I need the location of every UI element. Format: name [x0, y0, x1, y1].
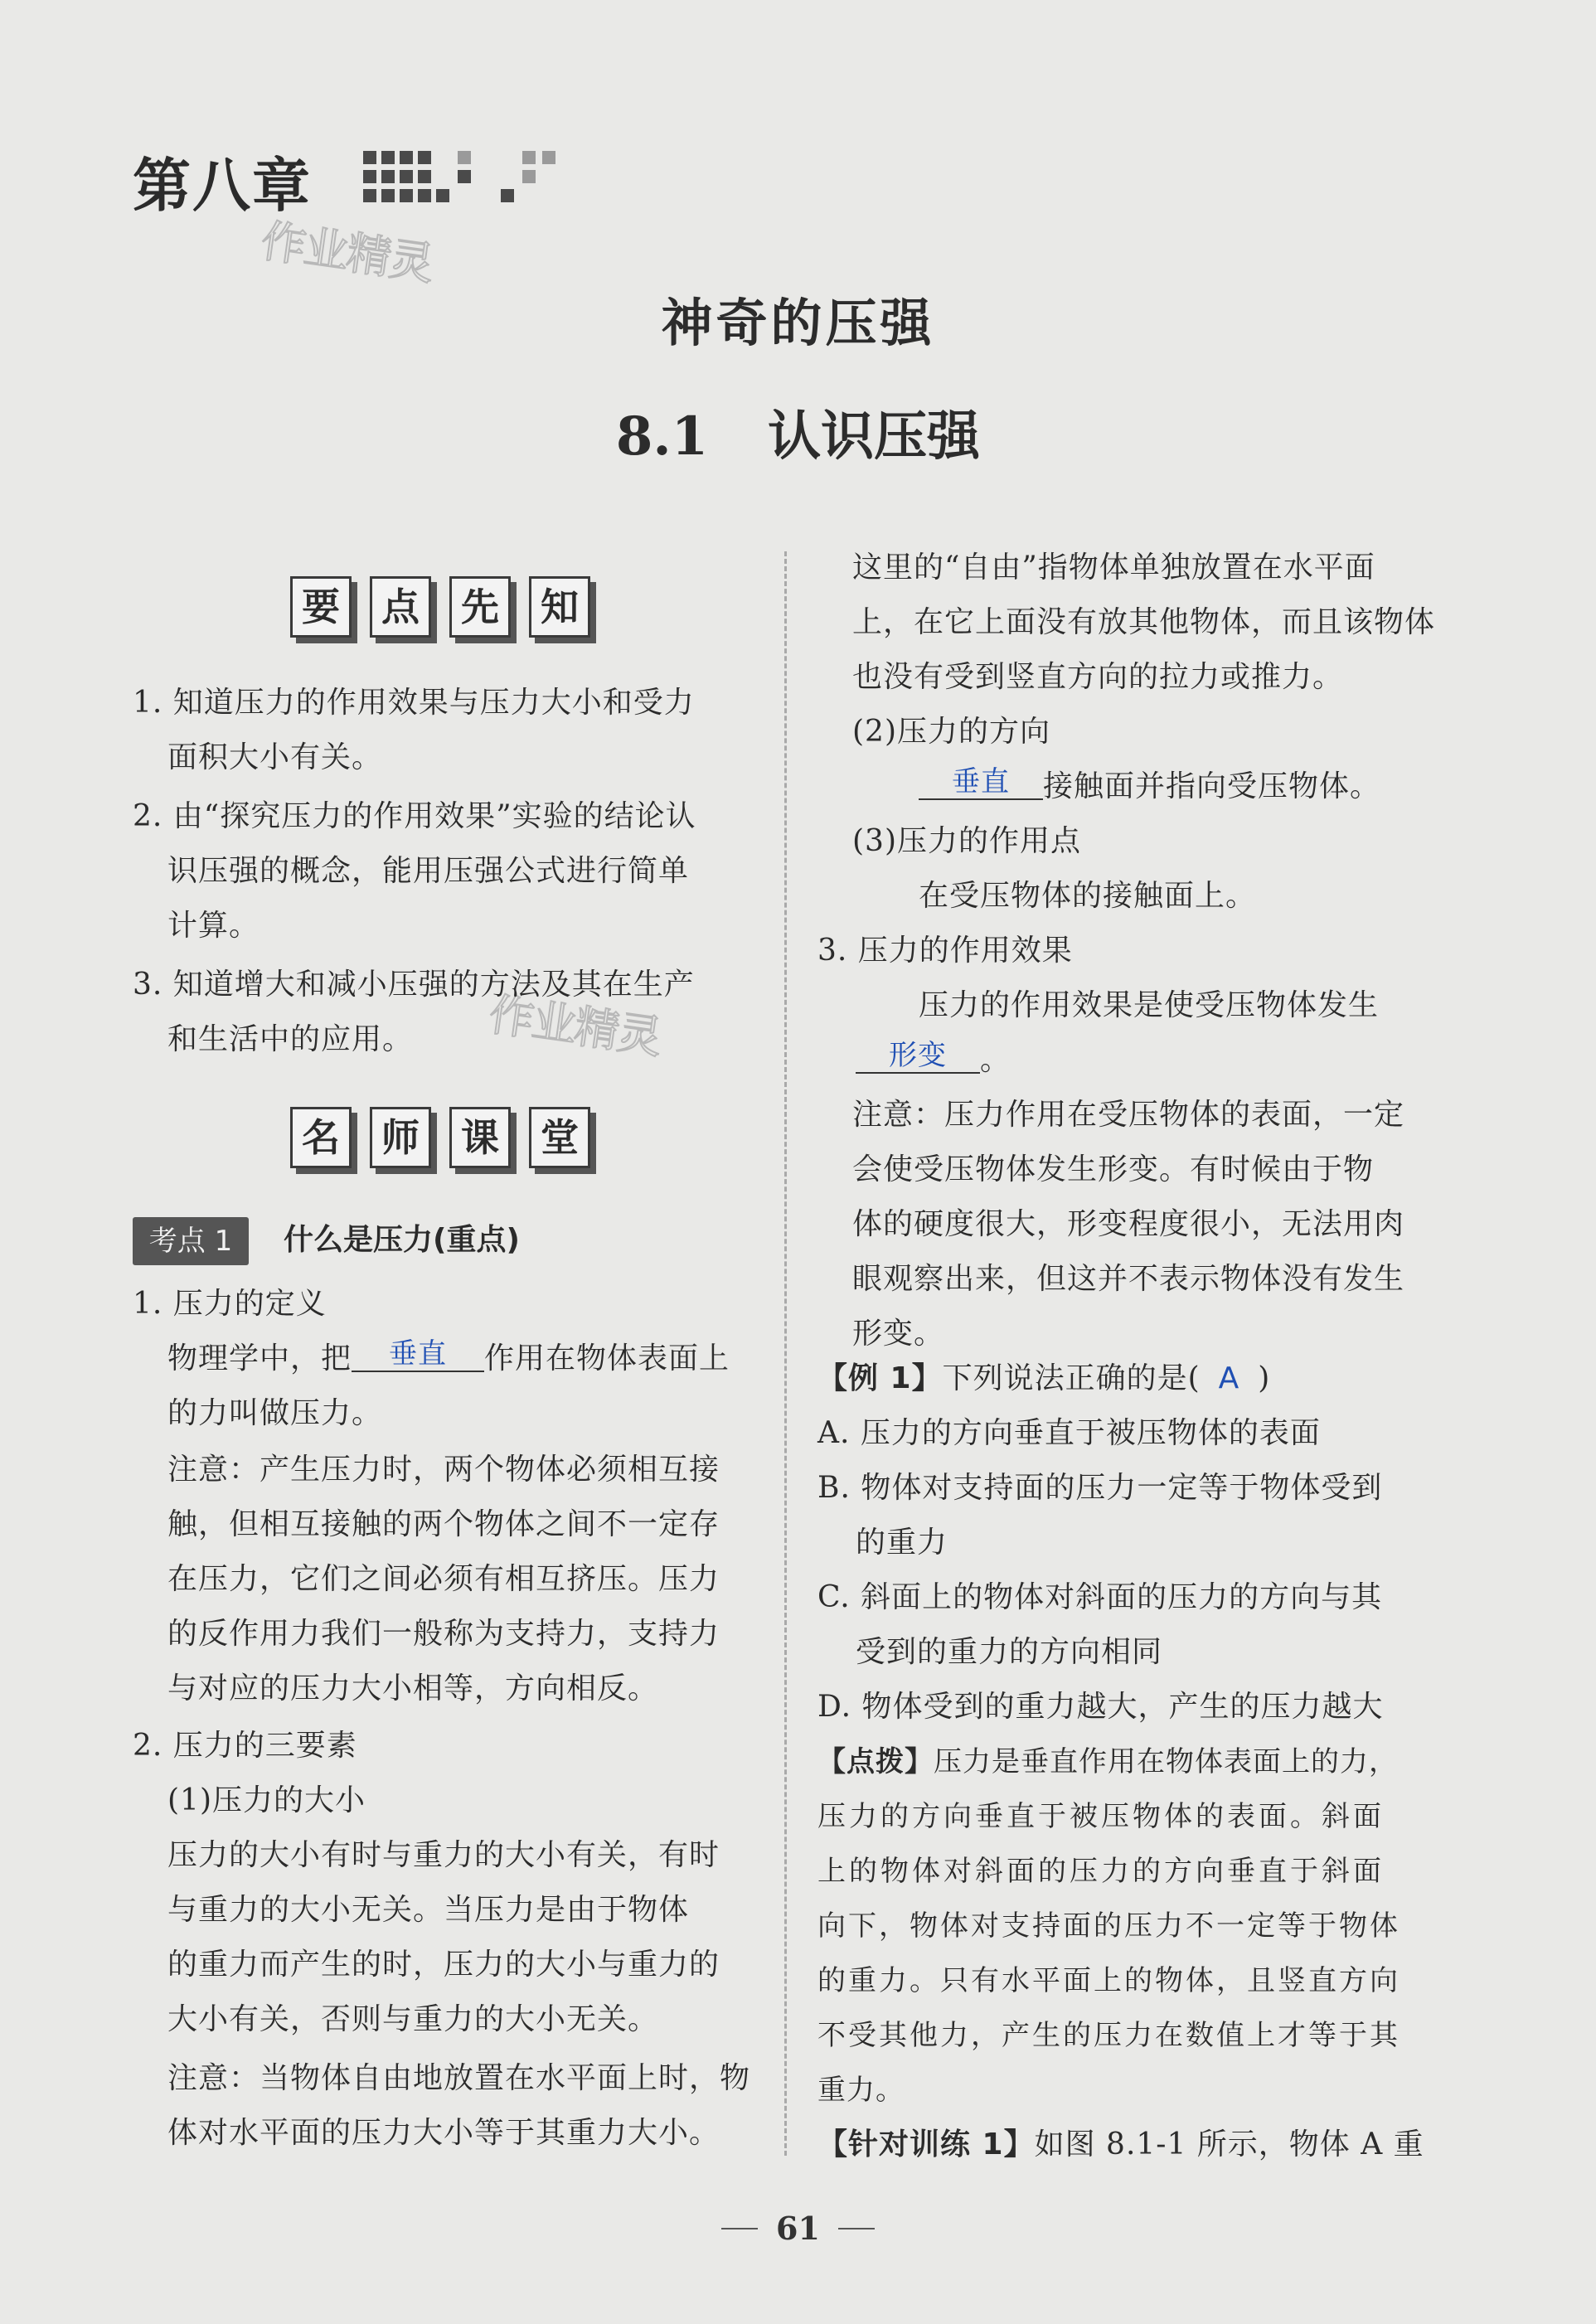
box-heading-master-class: [290, 1107, 590, 1168]
note-line: 体对水平面的压力大小等于其重力大小。: [167, 2116, 720, 2150]
objective-line: 2. 由“探究压力的作用效果”实验的结论认: [133, 799, 696, 833]
objective-line: 1. 知道压力的作用效果与压力大小和受力: [133, 686, 695, 720]
continuation-line: 这里的“自由”指物体单独放置在水平面: [852, 551, 1375, 585]
effect-heading: 3. 压力的作用效果: [817, 934, 1073, 968]
page-number: 61: [0, 2210, 1596, 2247]
unit-title: 神奇的压强: [661, 293, 935, 353]
kaodian-title: 什么是压力(重点): [284, 1223, 520, 1257]
option-line: B. 物体对支持面的压力一定等于物体受到: [817, 1471, 1383, 1505]
note-line: 触，但相互接触的两个物体之间不一定存: [167, 1507, 720, 1541]
size-heading: (1)压力的大小: [167, 1783, 366, 1817]
hint-line: 压力的方向垂直于被压物体的表面。斜面: [817, 1800, 1385, 1833]
answer-blank: 垂直: [919, 765, 1043, 800]
note-line: 眼观察出来，但这并不表示物体没有发生: [852, 1262, 1405, 1296]
option-line: C. 斜面上的物体对斜面的压力的方向与其: [817, 1580, 1383, 1614]
continuation-line: 也没有受到竖直方向的拉力或推力。: [852, 660, 1344, 694]
objective-line: 面积大小有关。: [167, 740, 383, 774]
note-line: 的反作用力我们一般称为支持力，支持力: [167, 1617, 720, 1651]
option-line: 的重力: [856, 1526, 948, 1560]
column-divider: [784, 551, 787, 2156]
section-title: [0, 394, 1596, 470]
definition-line: 物理学中，把 垂直 作用在物体表面上: [167, 1337, 730, 1375]
effect-answer-line: 形变 。: [856, 1033, 1011, 1088]
objective-line: 计算。: [167, 909, 260, 943]
note-line: 体的硬度很大，形变程度很小，无法用肉: [852, 1207, 1405, 1241]
note-line: 与对应的压力大小相等，方向相反。: [167, 1671, 659, 1705]
objective-line: 和生活中的应用。: [167, 1022, 414, 1056]
box-heading-char: 先: [449, 576, 511, 638]
box-heading-char: 点: [370, 576, 431, 638]
size-line: 压力的大小有时与重力的大小有关，有时: [167, 1838, 720, 1872]
continuation-line: 上，在它上面没有放其他物体，而且该物体: [852, 605, 1436, 639]
hint-line: 向下，物体对支持面的压力不一定等于物体: [817, 1909, 1400, 1943]
hint-line: 【点拨】压力是垂直作用在物体表面上的力，: [817, 1745, 1398, 1778]
example-answer: A: [1218, 1361, 1240, 1395]
section-number: 8.1: [615, 405, 709, 468]
size-line: 与重力的大小无关。当压力是由于物体: [167, 1893, 690, 1927]
note-line: 注意：压力作用在受压物体的表面，一定: [852, 1098, 1405, 1132]
hint-line: 重力。: [817, 2074, 905, 2107]
note-line: 在压力，它们之间必须有相互挤压。压力: [167, 1562, 720, 1596]
note-line: 注意：产生压力时，两个物体必须相互接: [167, 1453, 720, 1487]
training-line: 【针对训练 1】如图 8.1-1 所示，物体 A 重: [817, 2128, 1424, 2161]
box-heading-char: 师: [370, 1107, 431, 1168]
note-line: 注意：当物体自由地放置在水平面上时，物: [167, 2061, 751, 2095]
direction-line: 垂直 接触面并指向受压物体。: [919, 759, 1380, 814]
note-line: 形变。: [852, 1317, 945, 1351]
watermark: 作业精灵: [486, 987, 664, 1065]
direction-heading: (2)压力的方向: [852, 715, 1050, 749]
note-line: 会使受压物体发生形变。有时候由于物: [852, 1152, 1375, 1186]
answer-blank: 垂直: [352, 1337, 484, 1372]
definition-heading: 1. 压力的定义: [133, 1287, 327, 1321]
box-heading-char: 名: [290, 1107, 352, 1168]
point-heading: (3)压力的作用点: [852, 824, 1081, 858]
chapter-label: 第八章: [133, 152, 312, 220]
option-line: 受到的重力的方向相同: [856, 1635, 1163, 1669]
box-heading-key-points: [290, 576, 590, 638]
size-line: 大小有关，否则与重力的大小无关。: [167, 2002, 659, 2036]
option-line: D. 物体受到的重力越大，产生的压力越大: [817, 1690, 1384, 1724]
effect-line: 压力的作用效果是使受压物体发生: [919, 988, 1380, 1022]
box-heading-char: 课: [449, 1107, 511, 1168]
box-heading-char: 要: [290, 576, 352, 638]
hint-line: 的重力。只有水平面上的物体，且竖直方向: [817, 1964, 1400, 1997]
example-question: 【例 1】下列说法正确的是( A ): [817, 1361, 1271, 1395]
three-elements-heading: 2. 压力的三要素: [133, 1729, 357, 1763]
hint-line: 不受其他力，产生的压力在数值上才等于其: [817, 2019, 1400, 2052]
box-heading-char: 堂: [529, 1107, 590, 1168]
watermark: 作业精灵: [258, 214, 436, 291]
kaodian-tag: 考点 1: [133, 1217, 249, 1265]
point-line: 在受压物体的接触面上。: [919, 879, 1257, 913]
box-heading-char: 知: [529, 576, 590, 638]
section-name: 认识压强: [768, 406, 981, 468]
objective-line: 识压强的概念，能用压强公式进行简单: [167, 854, 690, 888]
size-line: 的重力而产生的时，压力的大小与重力的: [167, 1948, 720, 1982]
objective-line: 3. 知道增大和减小压强的方法及其在生产: [133, 968, 695, 1002]
option-line: A. 压力的方向垂直于被压物体的表面: [817, 1416, 1321, 1450]
hint-line: 上的物体对斜面的压力的方向垂直于斜面: [817, 1855, 1385, 1888]
answer-blank: 形变: [856, 1039, 980, 1074]
definition-line-2: 的力叫做压力。: [167, 1396, 383, 1430]
